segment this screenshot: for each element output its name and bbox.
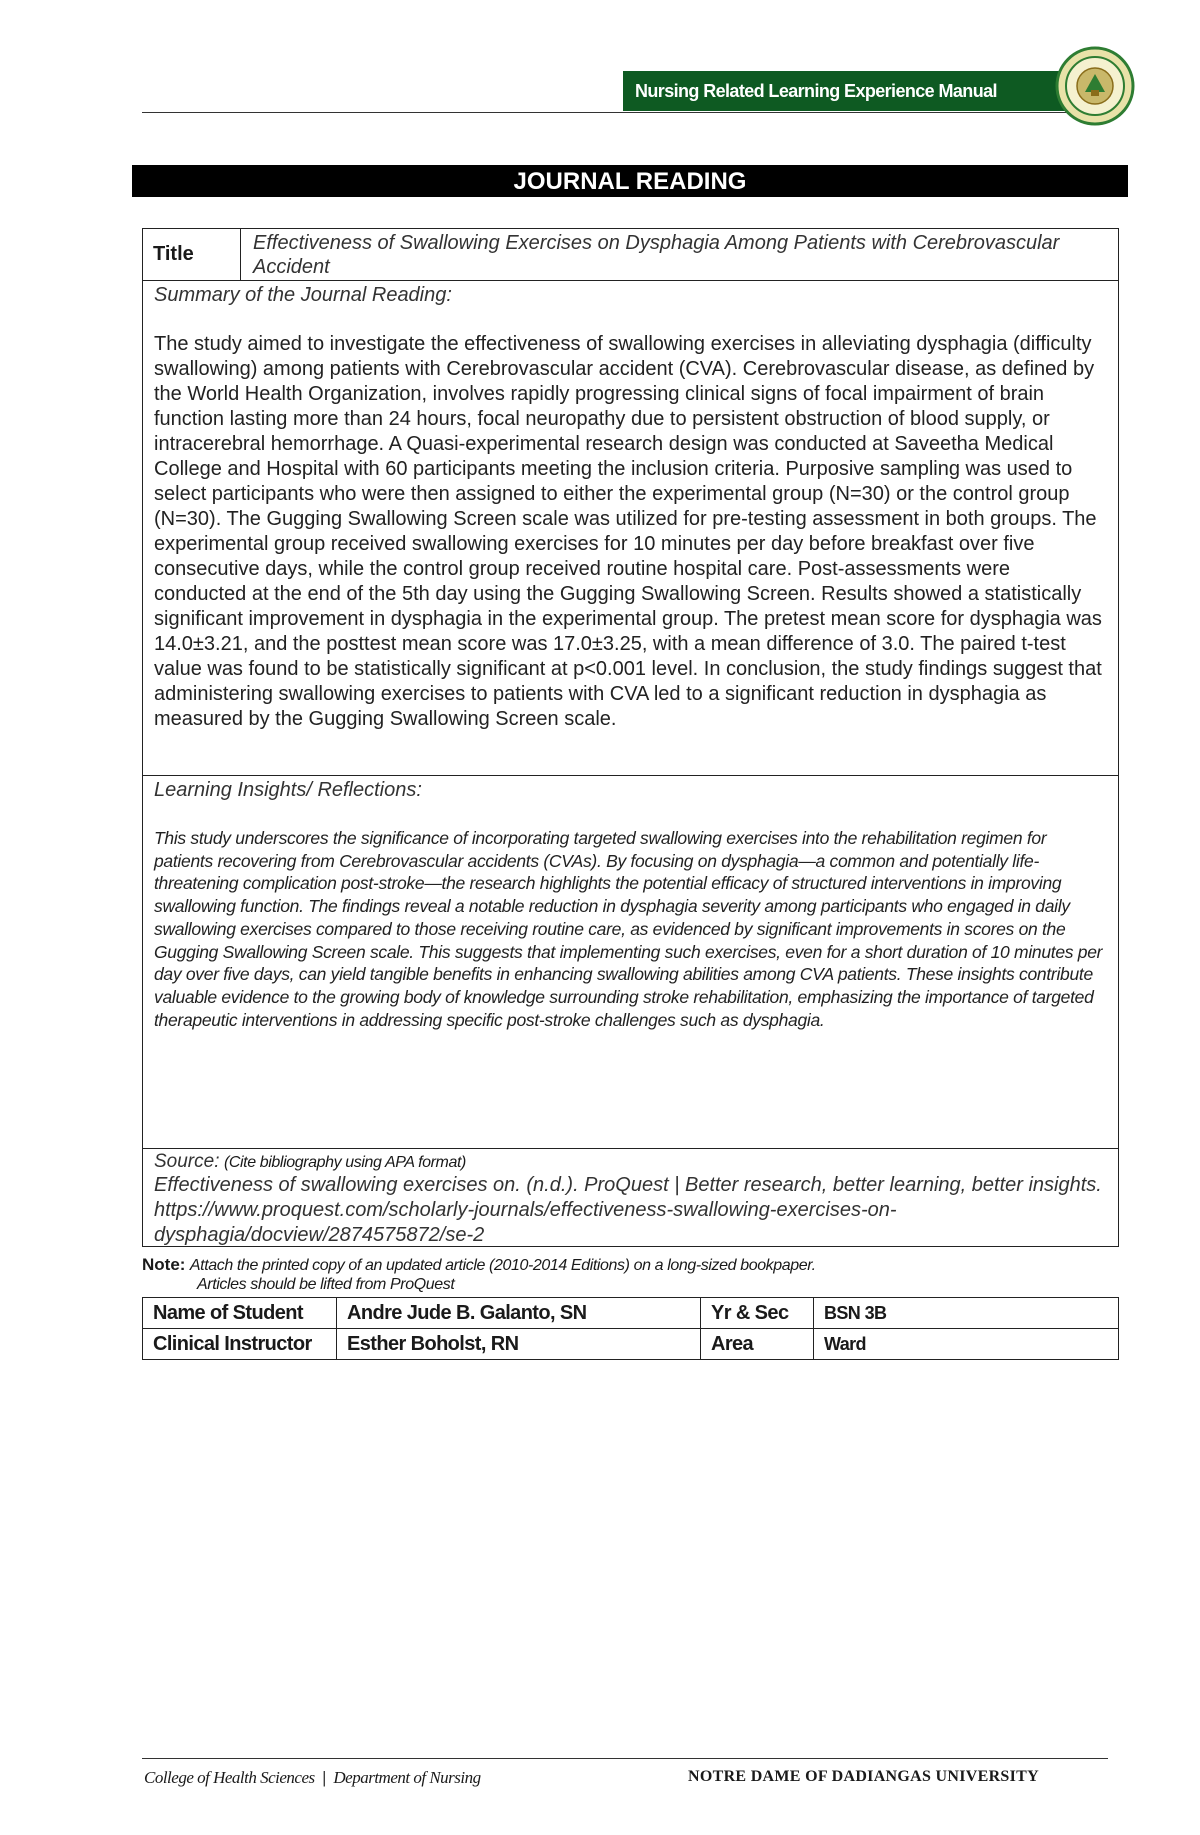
- manual-title-banner: Nursing Related Learning Experience Manual: [623, 71, 1105, 111]
- university-name: NOTRE DAME OF DADIANGAS UNIVERSITY: [688, 1768, 1039, 1785]
- summary-label: Summary of the Journal Reading:: [154, 284, 452, 306]
- footer-college: [144, 1768, 481, 1788]
- instructor-row: [143, 1329, 1119, 1360]
- college-name: College of Health Sciences: [144, 1768, 315, 1787]
- source-label: Source:: [154, 1151, 220, 1172]
- source-citation: Effectiveness of swallowing exercises on. (n.d.). ProQuest | Better research, better learning, better insights. https://www.proquest.com/scholarly-journals/effectiveness-swallowing-exercises-on-dysphagia/docview/2874575872/se-2: [154, 1174, 1102, 1246]
- name-label: Name of Student: [143, 1298, 337, 1329]
- footer-separator: |: [322, 1768, 326, 1787]
- source-section: [143, 1148, 1118, 1246]
- title-label: Title: [143, 229, 241, 280]
- note-line-2: Articles should be lifted from ProQuest: [197, 1276, 455, 1293]
- source-hint: (Cite bibliography using APA format): [223, 1154, 466, 1171]
- student-info-table: [142, 1297, 1119, 1360]
- note-label: Note:: [142, 1255, 186, 1274]
- department-name: Department of Nursing: [333, 1768, 481, 1787]
- ci-label: Clinical Instructor: [143, 1329, 337, 1360]
- journal-reading-table: [142, 228, 1119, 1247]
- journal-reading-title: JOURNAL READING: [132, 165, 1128, 197]
- yr-sec-value: BSN 3B: [814, 1298, 1119, 1329]
- university-seal-logo: [1055, 46, 1135, 126]
- article-title: Effectiveness of Swallowing Exercises on Dysphagia Among Patients with Cerebrovascular Accident: [253, 232, 1060, 278]
- student-name: Andre Jude B. Galanto, SN: [337, 1298, 701, 1329]
- title-row: [143, 229, 1118, 280]
- note-line-1: Attach the printed copy of an updated article (2010-2014 Editions) on a long-sized bookpaper.: [189, 1257, 816, 1274]
- header-rule: [142, 112, 1109, 113]
- reflection-section: [143, 775, 1118, 1148]
- student-row: [143, 1298, 1119, 1329]
- area-value: Ward: [814, 1329, 1119, 1360]
- reflection-label: Learning Insights/ Reflections:: [154, 779, 422, 801]
- summary-text: The study aimed to investigate the effectiveness of swallowing exercises in alleviating dysphagia (difficulty swallowing) among patients with Cerebrovascular accident (CVA). Cerebrovascular disease, as defined by the World Health Organization, involves rapidly progressing clinical signs of focal impairment of brain function lasting more than 24 hours, focal neuropathy due to persistent obstruction of blood supply, or intracerebral hemorrhage. A Quasi-experimental research design was conducted at Saveetha Medical College and Hospital with 60 participants meeting the inclusion criteria. Purposive sampling was used to select participants who were then assigned to either the experimental group (N=30) or the control group (N=30). The Gugging Swallowing Screen scale was utilized for pre-testing assessment in both groups. The experimental group received swallowing exercises for 10 minutes per day before breakfast over five consecutive days, while the control group received routine hospital care. Post-assessments were conducted at the end of the 5th day using the Gugging Swallowing Screen. Results showed a statistically significant improvement in dysphagia in the experimental group. The pretest mean score for dysphagia was 14.0±3.21, and the posttest mean score was 17.0±3.25, with a mean difference of 3.0. The paired t-test value was found to be statistically significant at p<0.001 level. In conclusion, the study findings suggest that administering swallowing exercises to patients with CVA led to a significant reduction in dysphagia as measured by the Gugging Swallowing Screen scale.: [154, 333, 1102, 730]
- note: [142, 1255, 1122, 1294]
- summary-section: [143, 280, 1118, 775]
- reflection-text: This study underscores the significance of incorporating targeted swallowing exercises into the rehabilitation regimen for patients recovering from Cerebrovascular accidents (CVAs). By focusing on dysphagia—a common and potentially life-threatening complication post-stroke—the research highlights the potential efficacy of structured interventions in improving swallowing function. The findings reveal a notable reduction in dysphagia severity among participants who engaged in daily swallowing exercises compared to those receiving routine care, as evidenced by significant improvements in scores on the Gugging Swallowing Screen scale. This suggests that implementing such exercises, even for a short duration of 10 minutes per day over five days, can yield tangible benefits in enhancing swallowing abilities among CVA patients. These insights contribute valuable evidence to the growing body of knowledge surrounding stroke rehabilitation, emphasizing the importance of targeted therapeutic interventions in addressing specific post-stroke challenges such as dysphagia.: [154, 828, 1103, 1030]
- ci-name: Esther Boholst, RN: [337, 1329, 701, 1360]
- yr-sec-label: Yr & Sec: [701, 1298, 814, 1329]
- area-label: Area: [701, 1329, 814, 1360]
- footer-rule: [142, 1758, 1108, 1759]
